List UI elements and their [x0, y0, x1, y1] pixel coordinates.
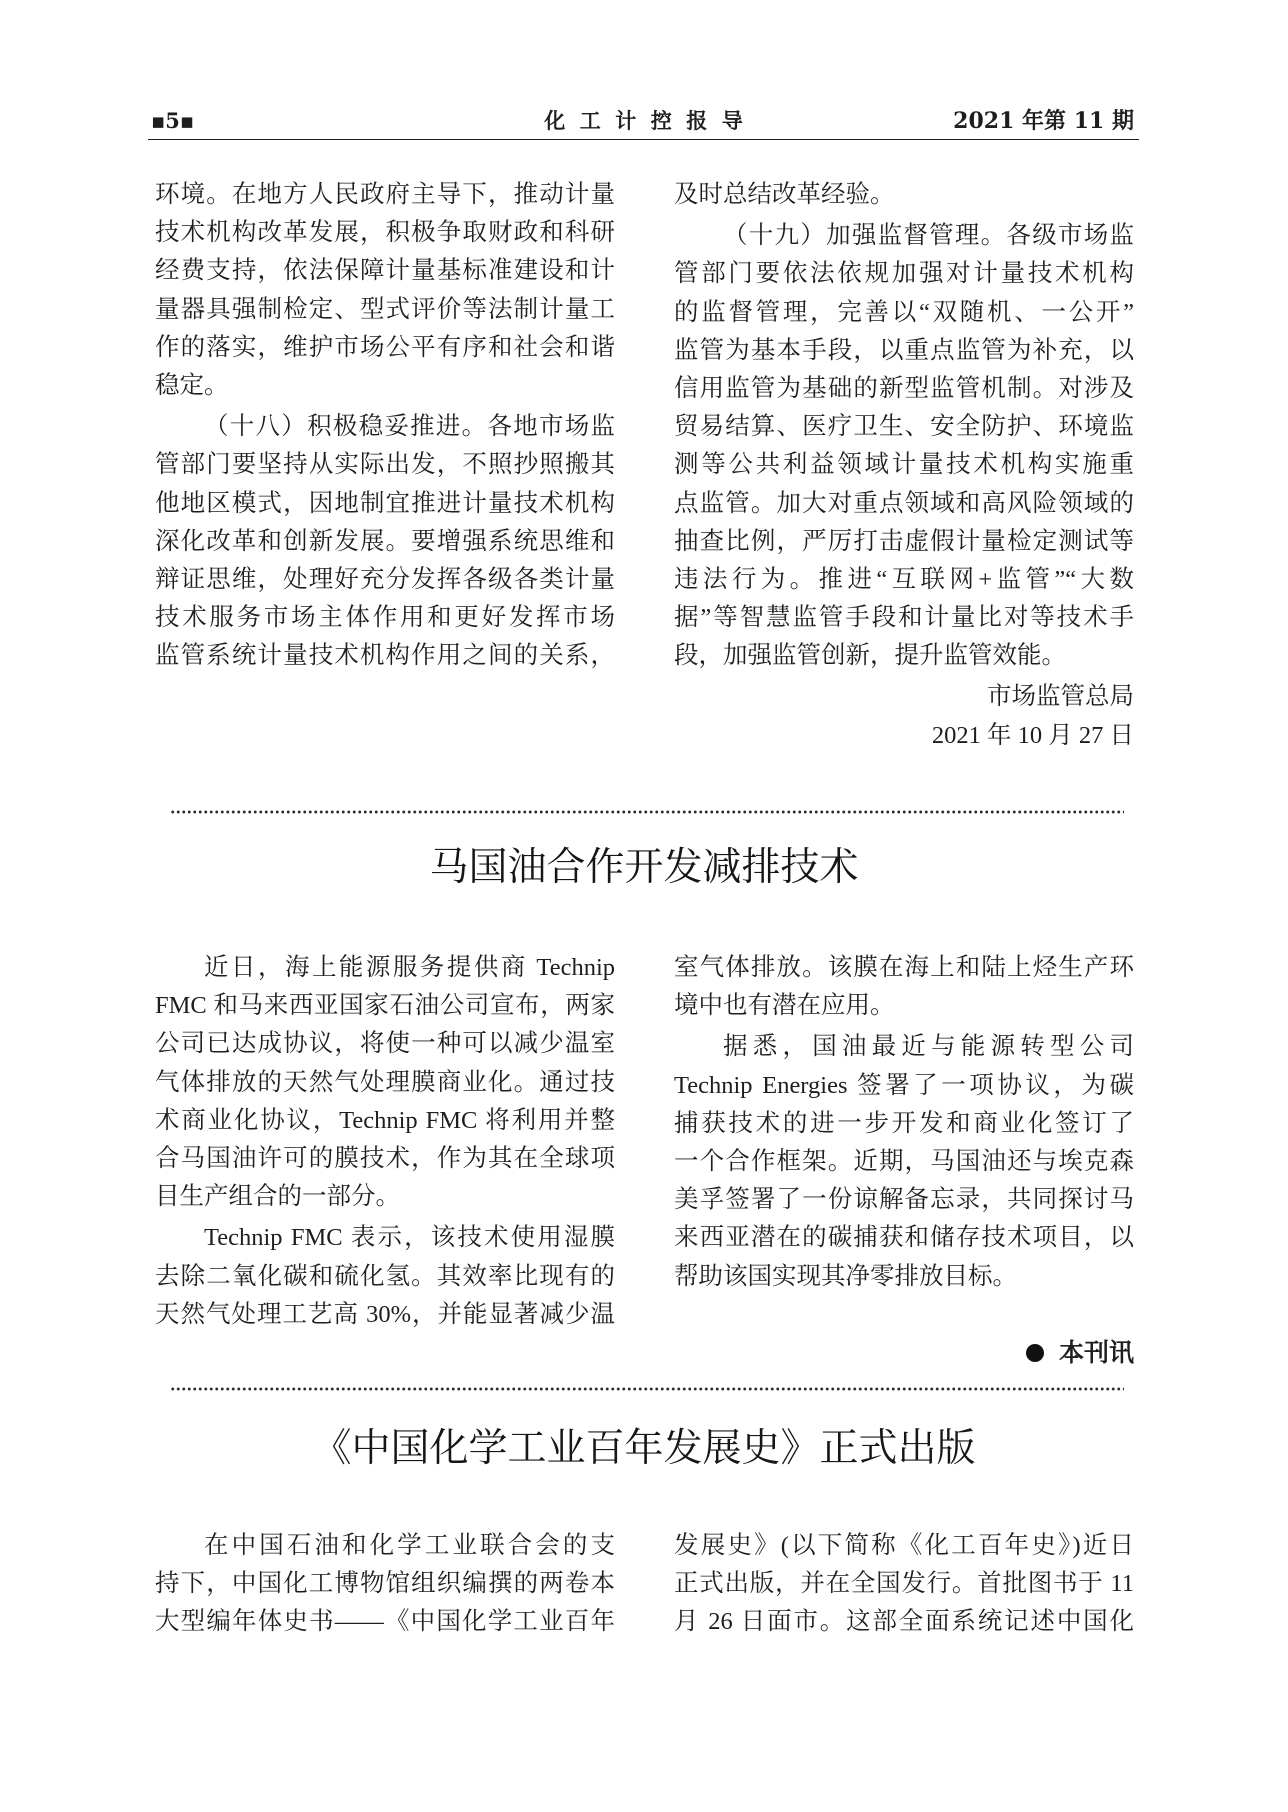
text-line: 美孚签署了一份谅解备忘录，共同探讨马: [674, 1186, 1134, 1214]
paragraph: [155, 1219, 615, 1334]
text-line: 段，加强监管创新，提升监管效能。: [674, 642, 1066, 670]
text-line: 点监管。加大对重点领域和高风险领域的: [674, 489, 1134, 517]
text-line: 持下，中国化工博物馆组织编撰的两卷本: [155, 1570, 615, 1598]
text-line: 据”等智慧监管手段和计量比对等技术手: [674, 604, 1134, 632]
right-column: [674, 176, 1134, 755]
paragraph: [155, 176, 615, 405]
text-line: 辩证思维，处理好充分发挥各级各类计量: [155, 565, 615, 593]
journal-name: 化工计控报导: [544, 108, 758, 133]
paragraph: [155, 408, 615, 675]
text-line: 量器具强制检定、型式评价等法制计量工: [155, 295, 615, 323]
text-line: 气体排放的天然气处理膜商业化。通过技: [155, 1068, 615, 1096]
text-line: 深化改革和创新发展。要增强系统思维和: [155, 527, 615, 555]
text-line: FMC 和马来西亚国家石油公司宣布，两家: [155, 992, 615, 1020]
dotted-divider: [170, 810, 1124, 814]
text-line: 抽查比例，严厉打击虚假计量检定测试等: [674, 527, 1134, 555]
text-line: 监管系统计量技术机构作用之间的关系，: [155, 642, 615, 670]
text-line: 近日，海上能源服务提供商 Technip: [204, 954, 615, 981]
source-label: 本刊讯: [1058, 1338, 1134, 1367]
text-line: 术商业化协议，Technip FMC 将利用并整: [155, 1106, 615, 1134]
text-line: 室气体排放。该膜在海上和陆上烃生产环: [674, 954, 1134, 981]
dotted-divider: [170, 1387, 1124, 1391]
text-line: 环境。在地方人民政府主导下，推动计量: [155, 181, 615, 208]
text-line: 及时总结改革经验。: [674, 181, 895, 208]
text-line: 的监督管理，完善以“双随机、一公开”: [674, 298, 1134, 326]
text-line: 贸易结算、医疗卫生、安全防护、环境监: [674, 413, 1134, 441]
text-line: 经费支持，依法保障计量基标准建设和计: [155, 257, 615, 285]
paragraph: [674, 1028, 1134, 1295]
text-line: 正式出版，并在全国发行。首批图书于 11: [674, 1570, 1134, 1598]
signature-issuer: 市场监管总局: [987, 683, 1134, 711]
text-line: 信用监管为基础的新型监管机制。对涉及: [674, 374, 1134, 402]
running-header: [148, 103, 1139, 140]
text-line: 技术服务市场主体作用和更好发挥市场: [155, 604, 615, 632]
text-line: （十九）加强监督管理。各级市场监: [723, 222, 1134, 250]
filled-circle-icon: [1026, 1344, 1044, 1362]
text-line: 据悉，国油最近与能源转型公司: [723, 1033, 1134, 1061]
left-column: [155, 176, 615, 675]
text-line: 测等公共利益领域计量技术机构实施重: [674, 451, 1134, 479]
paragraph: [674, 949, 1134, 1025]
text-line: 作的落实，维护市场公平有序和社会和谐: [155, 333, 615, 361]
text-line: 来西亚潜在的碳捕获和储存技术项目，以: [674, 1224, 1134, 1252]
paragraph: [674, 176, 1134, 214]
text-line: 境中也有潜在应用。: [674, 992, 895, 1020]
text-line: 稳定。: [155, 371, 229, 399]
text-line: 捕获技术的进一步开发和商业化签订了: [674, 1109, 1134, 1137]
text-line: 监管为基本手段，以重点监管为补充，以: [674, 336, 1134, 364]
text-line: 管部门要依法依规加强对计量技术机构: [674, 260, 1134, 288]
text-line: 在中国石油和化学工业联合会的支: [204, 1532, 615, 1559]
text-line: 管部门要坚持从实际出发，不照抄照搬其: [155, 451, 615, 479]
text-line: Technip Energies 签署了一项协议，为碳: [674, 1071, 1134, 1099]
signature-date: 2021 年 10 月 27 日: [931, 721, 1134, 749]
text-line: 去除二氧化碳和硫化氢。其效率比现有的: [155, 1262, 615, 1290]
text-line: 合马国油许可的膜技术，作为其在全球项: [155, 1144, 615, 1172]
page-number: ▪5▪: [151, 108, 195, 133]
text-line: 大型编年体史书——《中国化学工业百年: [155, 1608, 615, 1636]
text-line: 违法行为。推进“互联网+监管”“大数: [674, 565, 1134, 593]
text-line: 目生产组合的一部分。: [155, 1183, 400, 1211]
text-line: Technip FMC 表示，该技术使用湿膜: [204, 1224, 615, 1252]
text-line: 公司已达成协议，将使一种可以减少温室: [155, 1030, 615, 1058]
text-line: 帮助该国实现其净零排放目标。: [674, 1262, 1017, 1290]
source-credit: [1026, 1338, 1134, 1368]
paragraph: [674, 1527, 1134, 1642]
paragraph: [674, 217, 1134, 675]
issue-label: 2021 年第 11 期: [953, 108, 1134, 134]
left-column: [155, 1527, 615, 1642]
text-line: 技术机构改革发展，积极争取财政和科研: [155, 219, 615, 247]
text-line: 月 26 日面市。这部全面系统记述中国化: [674, 1608, 1134, 1636]
signature-block: [674, 678, 1134, 754]
right-column: [674, 949, 1134, 1296]
text-line: 天然气处理工艺高 30%，并能显著减少温: [155, 1300, 615, 1328]
text-line: 一个合作框架。近期，马国油还与埃克森: [674, 1147, 1134, 1175]
paragraph: [155, 1527, 615, 1642]
text-line: 他地区模式，因地制宜推进计量技术机构: [155, 489, 615, 517]
text-line: 发展史》(以下简称《化工百年史》)近日: [674, 1532, 1134, 1559]
left-column: [155, 949, 615, 1334]
paragraph: [155, 949, 615, 1216]
article-title: 《中国化学工业百年发展史》正式出版: [312, 1426, 976, 1471]
text-line: （十八）积极稳妥推进。各地市场监: [204, 413, 615, 441]
right-column: [674, 1527, 1134, 1642]
article-title: 马国油合作开发减排技术: [429, 845, 859, 890]
